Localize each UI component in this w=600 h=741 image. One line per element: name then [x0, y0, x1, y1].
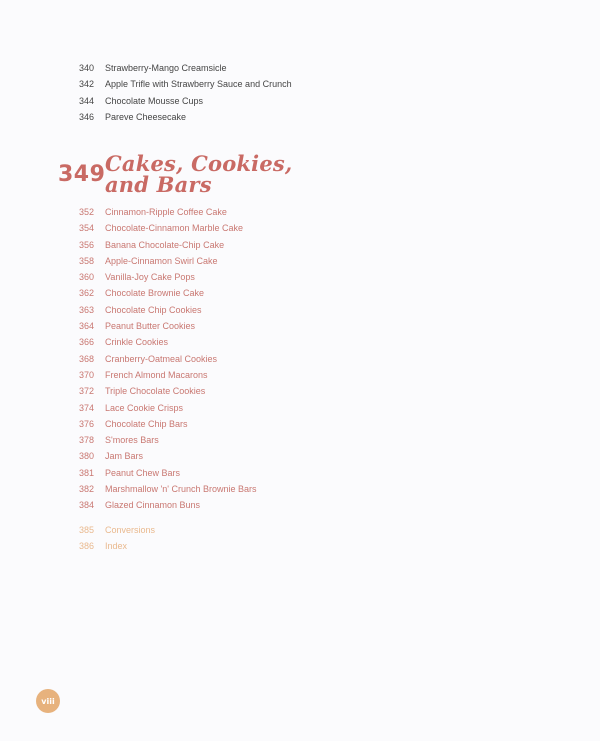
toc-entry[interactable] [60, 304, 300, 317]
toc-entry-title: Chocolate Brownie Cake [105, 288, 205, 299]
toc-entry[interactable] [60, 320, 300, 333]
toc-entry-title: S'mores Bars [105, 435, 159, 446]
toc-page-number: 356 [78, 239, 94, 250]
toc-entry-title: Strawberry-Mango Creamsicle [105, 63, 227, 73]
chapter-heading[interactable] [58, 152, 318, 202]
toc-page-number: 376 [78, 418, 94, 429]
toc-entry-title: Chocolate Chip Bars [105, 418, 188, 429]
toc-page-number: 346 [78, 111, 94, 122]
chapter-entries-list [60, 206, 300, 516]
toc-entry[interactable] [60, 450, 300, 463]
toc-entry-title: Peanut Butter Cookies [105, 321, 196, 332]
chapter-page-number: 349 [58, 162, 106, 187]
page-number-badge: viii [36, 689, 60, 713]
toc-page-number: 386 [78, 541, 94, 552]
toc-entry-title: Pareve Cheesecake [105, 111, 187, 122]
toc-entry[interactable] [60, 467, 300, 480]
toc-page-number: 344 [78, 95, 94, 106]
toc-page-number: 358 [78, 255, 94, 266]
toc-page-number: 380 [78, 451, 94, 462]
toc-entry[interactable] [60, 402, 300, 415]
toc-entry-title: Triple Chocolate Cookies [105, 386, 206, 397]
toc-entry[interactable] [60, 369, 300, 382]
toc-page-number: 384 [78, 500, 94, 511]
toc-entry[interactable] [60, 78, 300, 91]
toc-entry-title: Peanut Chew Bars [105, 467, 181, 478]
toc-entry[interactable] [60, 353, 300, 366]
toc-page-number: 340 [78, 63, 94, 73]
toc-entry[interactable] [60, 540, 300, 553]
toc-entry-title: Banana Chocolate-Chip Cake [105, 239, 225, 250]
toc-entry[interactable] [60, 418, 300, 431]
toc-entry-title: Apple Trifle with Strawberry Sauce and Crunch [105, 79, 292, 90]
toc-entry[interactable] [60, 271, 300, 284]
toc-entry-title: Cinnamon-Ripple Coffee Cake [105, 207, 227, 217]
toc-entry-title: Marshmallow 'n' Crunch Brownie Bars [105, 484, 257, 495]
toc-entry[interactable] [60, 385, 300, 398]
toc-entry[interactable] [60, 95, 300, 108]
toc-entry-title: Apple-Cinnamon Swirl Cake [105, 255, 218, 266]
toc-entry-title: Glazed Cinnamon Buns [105, 500, 201, 511]
toc-entry[interactable] [60, 255, 300, 268]
toc-page-number: 378 [78, 435, 94, 446]
toc-page-number: 352 [78, 207, 94, 217]
toc-entry[interactable] [60, 222, 300, 235]
toc-entry[interactable] [60, 483, 300, 496]
chapter-title-line-2: and Bars [105, 172, 212, 197]
toc-page-number: 342 [78, 79, 94, 90]
toc-entry-title: French Almond Macarons [105, 369, 208, 380]
toc-page-number: 368 [78, 353, 94, 364]
toc-page-number: 362 [78, 288, 94, 299]
toc-page-number: 363 [78, 304, 94, 315]
toc-entry-title: Cranberry-Oatmeal Cookies [105, 353, 218, 364]
toc-entry-title: Chocolate Chip Cookies [105, 304, 202, 315]
previous-section-list [60, 62, 300, 127]
toc-entry[interactable] [60, 434, 300, 447]
toc-page-number: 354 [78, 223, 94, 234]
toc-entry-title: Vanilla-Joy Cake Pops [105, 272, 195, 283]
toc-page-number: 370 [78, 369, 94, 380]
toc-page-number: 366 [78, 337, 94, 348]
back-matter-list [60, 524, 300, 557]
toc-entry[interactable] [60, 206, 300, 219]
toc-page-number: 385 [78, 525, 94, 535]
toc-entry[interactable] [60, 239, 300, 252]
toc-entry-title: Chocolate-Cinnamon Marble Cake [105, 223, 244, 234]
chapter-title [105, 153, 292, 195]
toc-entry-title: Conversions [105, 525, 156, 535]
toc-page-number: 381 [78, 467, 94, 478]
toc-entry[interactable] [60, 62, 300, 75]
toc-entry[interactable] [60, 524, 300, 537]
toc-entry-title: Jam Bars [105, 451, 144, 462]
toc-entry-title: Index [105, 541, 128, 552]
toc-page-number: 382 [78, 484, 94, 495]
toc-entry[interactable] [60, 499, 300, 512]
toc-entry-title: Chocolate Mousse Cups [105, 95, 204, 106]
chapter-title-line-1: Cakes, Cookies, [105, 151, 293, 176]
toc-entry-title: Crinkle Cookies [105, 337, 169, 348]
toc-entry[interactable] [60, 336, 300, 349]
toc-page-number: 364 [78, 321, 94, 332]
toc-entry[interactable] [60, 111, 300, 124]
toc-entry[interactable] [60, 287, 300, 300]
toc-page-number: 360 [78, 272, 94, 283]
toc-page-number: 372 [78, 386, 94, 397]
toc-page-number: 374 [78, 402, 94, 413]
toc-entry-title: Lace Cookie Crisps [105, 402, 184, 413]
